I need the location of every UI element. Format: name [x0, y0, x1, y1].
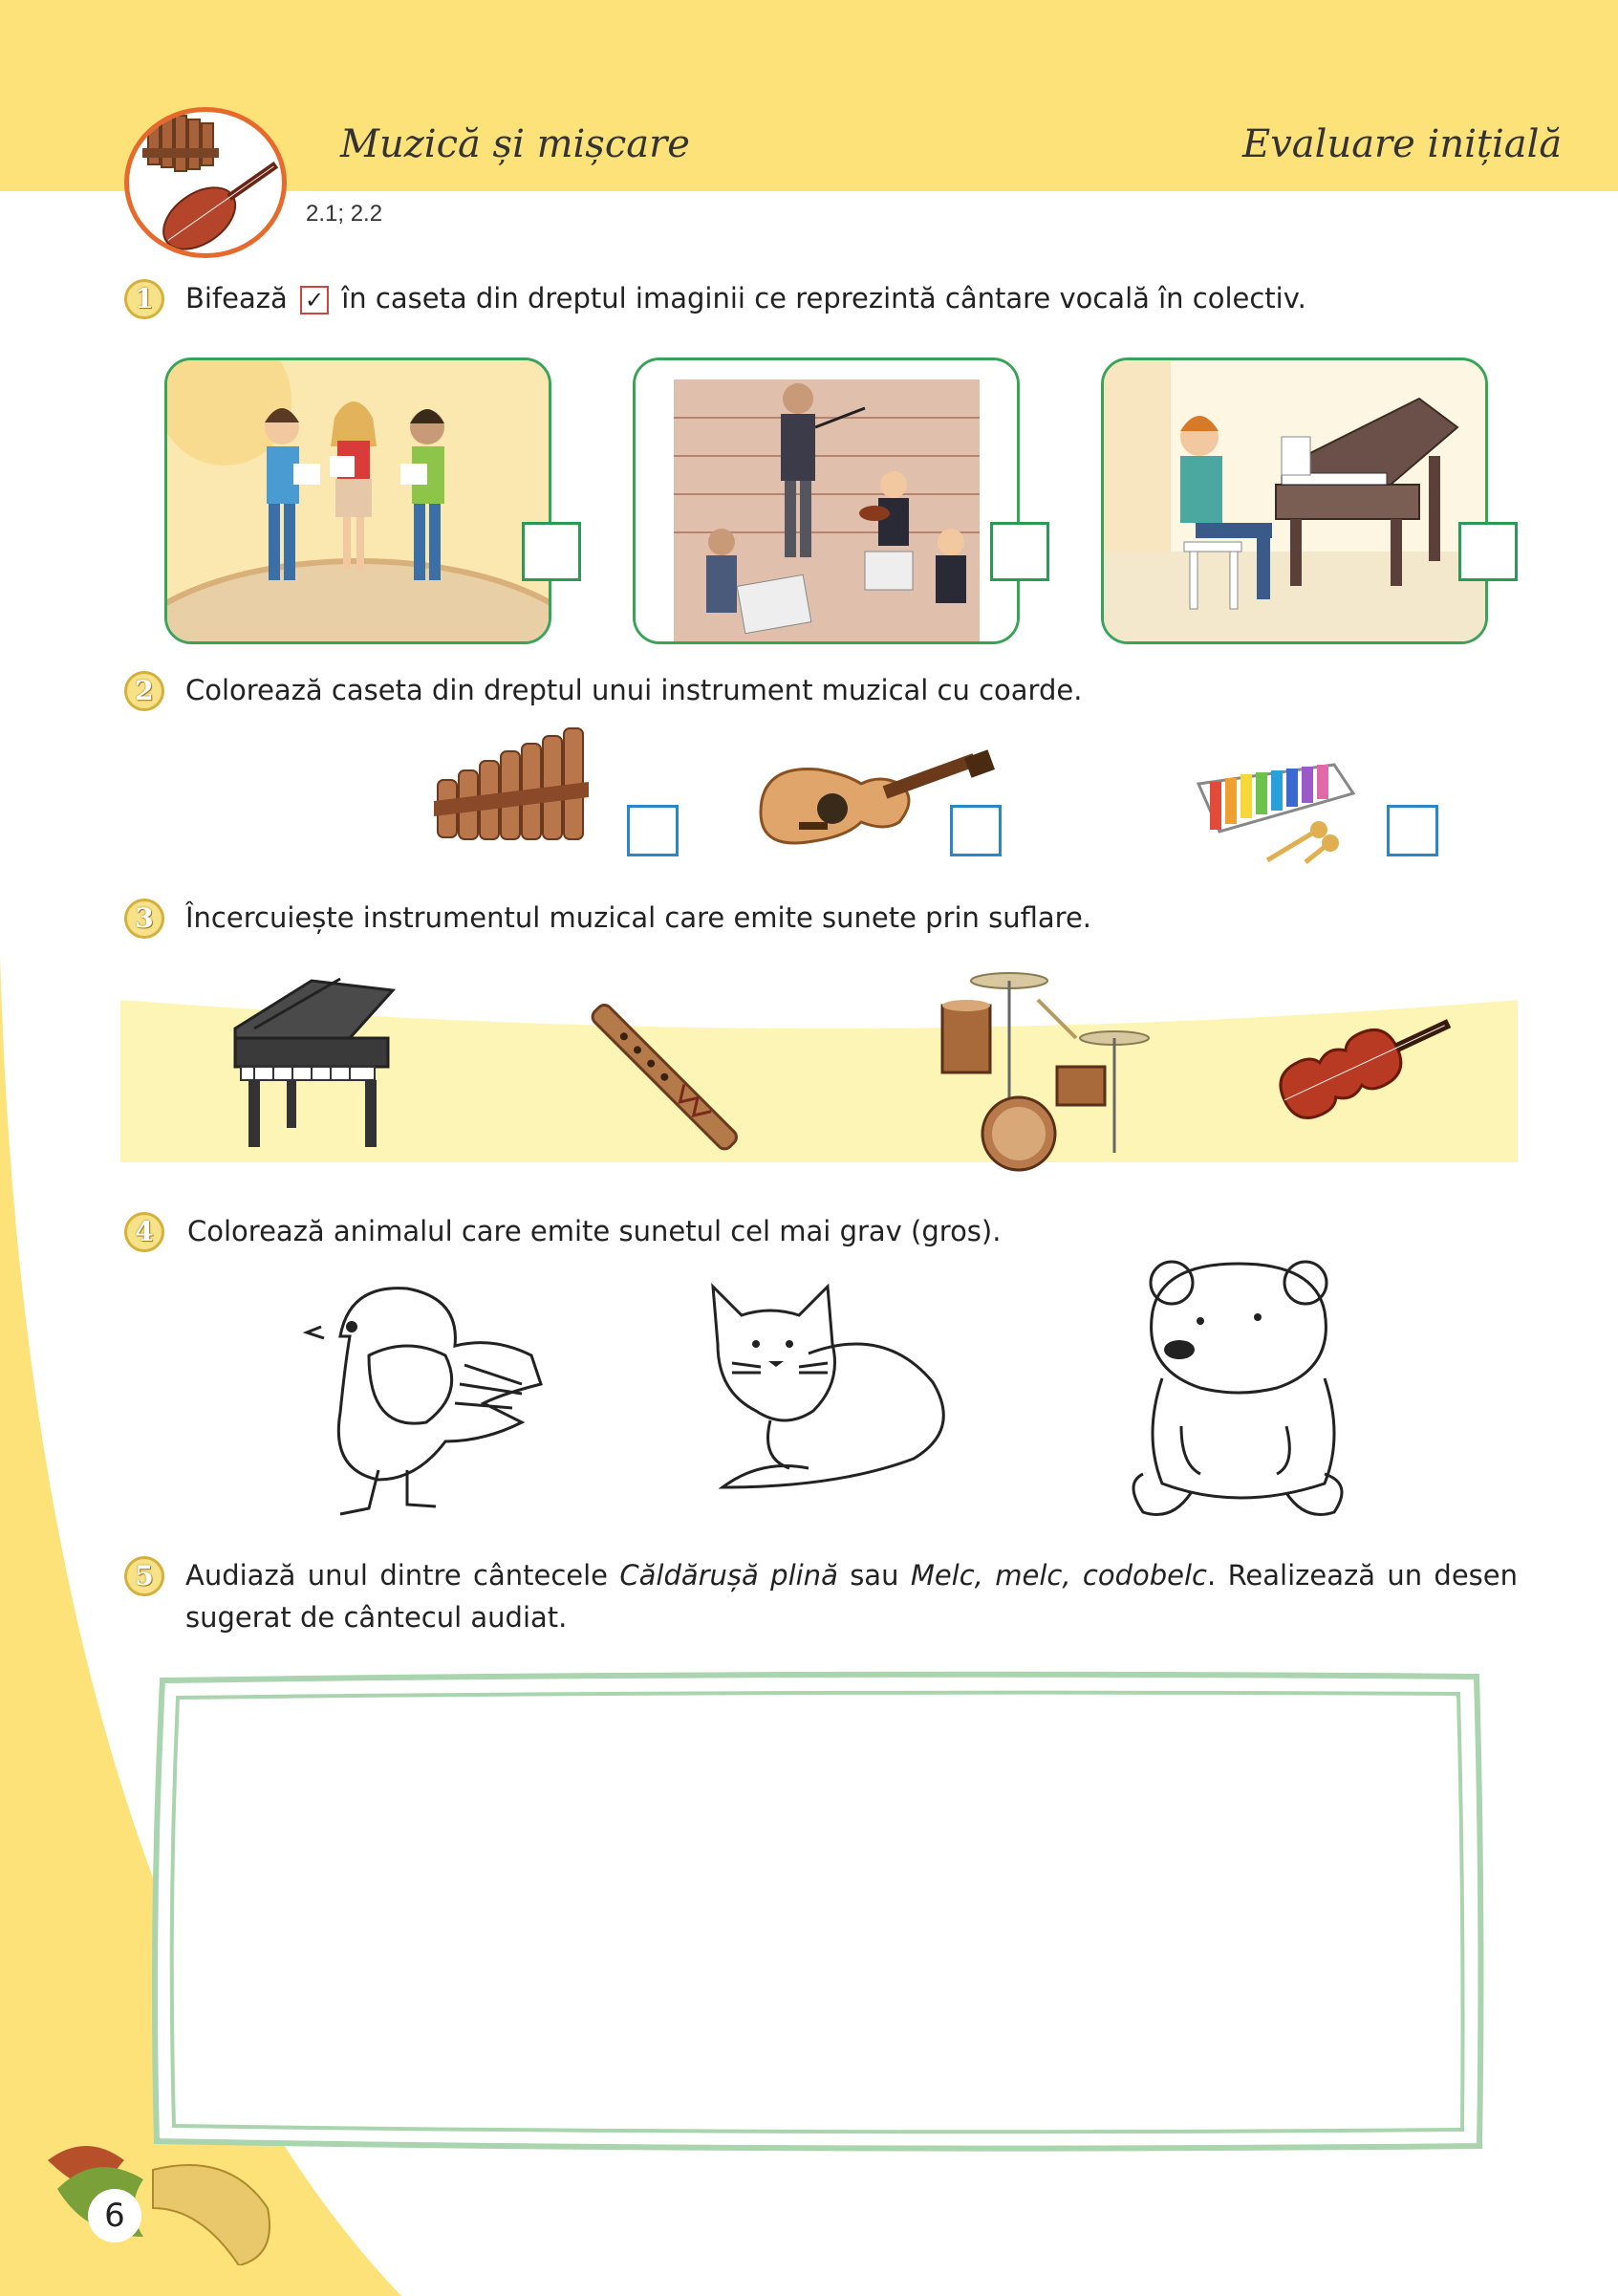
xylophone-icon [1191, 755, 1363, 870]
exercise-5-text-2: sau [837, 1559, 911, 1592]
exercise-1-number: 1 [124, 279, 164, 319]
exercise-5-instruction [185, 1554, 1518, 1638]
flute-icon [579, 990, 751, 1162]
page-number: 6 [88, 2189, 141, 2242]
checkbox-piano-player[interactable] [1458, 522, 1518, 581]
exercise-4-instruction: Colorează animalul care emite sunetul cel mai grav (gros). [187, 1215, 1002, 1247]
bear-icon [1124, 1254, 1369, 1526]
section-title: Evaluare inițială [1242, 122, 1563, 166]
orchestra-icon [636, 360, 1018, 643]
exercise-3-instruction: Încercuiește instrumentul muzical care emite sunete prin suflare. [185, 901, 1092, 934]
competences-label: 2.1; 2.2 [306, 201, 383, 227]
exercise-3-number: 3 [124, 899, 164, 939]
exercise-1-text-after: în caseta din dreptul imaginii ce reprezintă cântare vocală în colectiv. [341, 282, 1306, 314]
autumn-leaves-icon [38, 2132, 287, 2265]
picture-choir [164, 357, 551, 644]
exercise-2-instruction: Colorează caseta din dreptul unui instrument muzical cu coarde. [185, 674, 1083, 706]
children-choir-icon [167, 360, 550, 643]
picture-piano-player [1101, 357, 1488, 644]
exercise-5-text-1: Audiază unul dintre cântecele [185, 1559, 620, 1592]
exercise-1-text-before: Bifează [185, 282, 288, 314]
color-box-xylophone[interactable] [1387, 805, 1438, 856]
inline-checkbox-sample: ✓ [300, 286, 329, 314]
drawing-area[interactable] [143, 1663, 1491, 2160]
pan-flute-icon [428, 723, 600, 858]
exercise-5-text-3: . Realizează un desen sugerat de cântecul audiat. [185, 1559, 1519, 1634]
picture-orchestra [633, 357, 1020, 644]
song-title-1: Căldărușă plină [619, 1559, 838, 1592]
cat-icon [703, 1277, 958, 1501]
drum-kit-icon [933, 971, 1153, 1181]
color-box-pan-flute[interactable] [627, 805, 679, 856]
color-box-guitar[interactable] [950, 805, 1002, 856]
violin-icon [1258, 1004, 1458, 1128]
grand-piano-icon [226, 971, 398, 1153]
song-title-2: Melc, melc, codobelc [910, 1559, 1207, 1592]
piano-player-icon [1104, 360, 1486, 643]
checkbox-orchestra[interactable] [990, 522, 1049, 581]
violin-panflute-icon [129, 112, 282, 253]
exercise-2-number: 2 [124, 671, 164, 711]
header-emblem [124, 107, 287, 258]
exercise-1-instruction [185, 277, 1306, 319]
bird-icon [302, 1279, 570, 1524]
exercise-5-number: 5 [124, 1556, 164, 1596]
exercise-4-number: 4 [124, 1212, 164, 1252]
chapter-title: Muzică și mișcare [340, 122, 690, 166]
checkbox-choir[interactable] [522, 522, 581, 581]
